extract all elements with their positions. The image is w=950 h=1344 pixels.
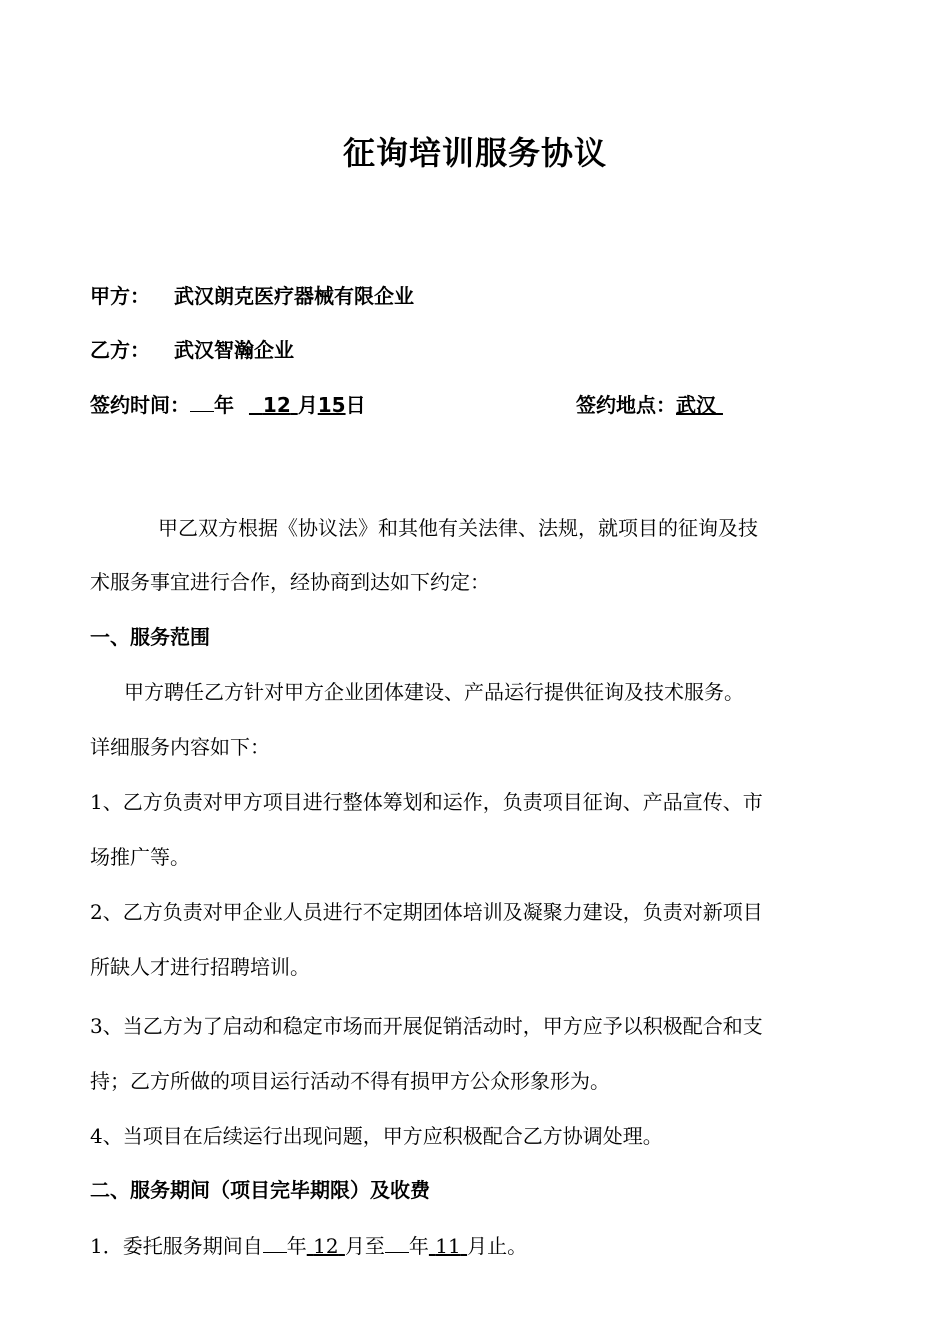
list-item-3-line-1: 3、当乙方为了启动和稳定市场而开展促销活动时，甲方应予以积极配合和支 [90, 1014, 763, 1038]
to-month [429, 1234, 467, 1258]
section1-paragraph: 甲方聘任乙方针对甲方企业团体建设、产品运行提供征询及技术服务。 [124, 680, 744, 704]
sign-year-unit: 年 [214, 393, 234, 417]
service-period-line [90, 1231, 527, 1261]
sign-month-value: 12 [262, 393, 291, 417]
party-b-line [90, 335, 294, 365]
sign-day [318, 393, 346, 417]
party-b-label: 乙方： [90, 338, 150, 362]
period-mid: 月至 [344, 1234, 385, 1258]
period-suffix: 月止。 [467, 1234, 528, 1258]
sign-place-label: 签约地点： [576, 393, 676, 417]
sign-month [249, 393, 298, 417]
sign-year-blank [190, 391, 214, 412]
list-item-2-line-1: 2、乙方负责对甲企业人员进行不定期团体培训及凝聚力建设，负责对新项目 [90, 900, 763, 924]
intro-line-2: 术服务事宜进行合作，经协商到达如下约定： [90, 570, 490, 594]
to-month-value: 11 [435, 1234, 461, 1258]
sign-month-unit: 月 [297, 393, 318, 417]
to-year-unit: 年 [408, 1234, 429, 1258]
party-a-value: 武汉朗克医疗器械有限企业 [174, 284, 414, 308]
sign-time-line [90, 390, 366, 420]
intro-line-1: 甲乙双方根据《协议法》和其他有关法律、法规，就项目的征询及技 [158, 516, 758, 540]
list-item-3-line-2: 持；乙方所做的项目运行活动不得有损甲方公众形象形为。 [90, 1069, 610, 1093]
document-title: 征询培训服务协议 [342, 134, 607, 172]
list-item-4: 4、当项目在后续运行出现问题，甲方应积极配合乙方协调处理。 [90, 1124, 663, 1148]
party-b-value: 武汉智瀚企业 [174, 338, 294, 362]
list-item-2-line-2: 所缺人才进行招聘培训。 [90, 955, 310, 979]
sign-day-unit: 日 [345, 393, 366, 417]
from-month-value: 12 [313, 1234, 339, 1258]
section2-heading: 二、服务期间（项目完毕期限）及收费 [90, 1178, 430, 1202]
sign-place-value [676, 393, 723, 417]
sign-place-text: 武汉 [676, 393, 716, 417]
sign-place-line [576, 390, 723, 420]
party-a-line [90, 281, 414, 311]
section1-detail-intro: 详细服务内容如下： [90, 735, 270, 759]
list-item-1-line-2: 场推广等。 [90, 845, 190, 869]
from-year-blank [263, 1232, 287, 1253]
list-item-1-line-1: 1、乙方负责对甲方项目进行整体筹划和运作，负责项目征询、产品宣传、市 [90, 790, 763, 814]
service-period-prefix: 1．委托服务期间自 [90, 1234, 263, 1258]
to-year-blank [385, 1232, 409, 1253]
party-a-label: 甲方： [90, 284, 150, 308]
sign-time-label: 签约时间： [90, 393, 190, 417]
from-month [307, 1234, 345, 1258]
section1-heading: 一、服务范围 [90, 625, 210, 649]
sign-day-value: 15 [317, 393, 346, 417]
from-year-unit: 年 [286, 1234, 307, 1258]
